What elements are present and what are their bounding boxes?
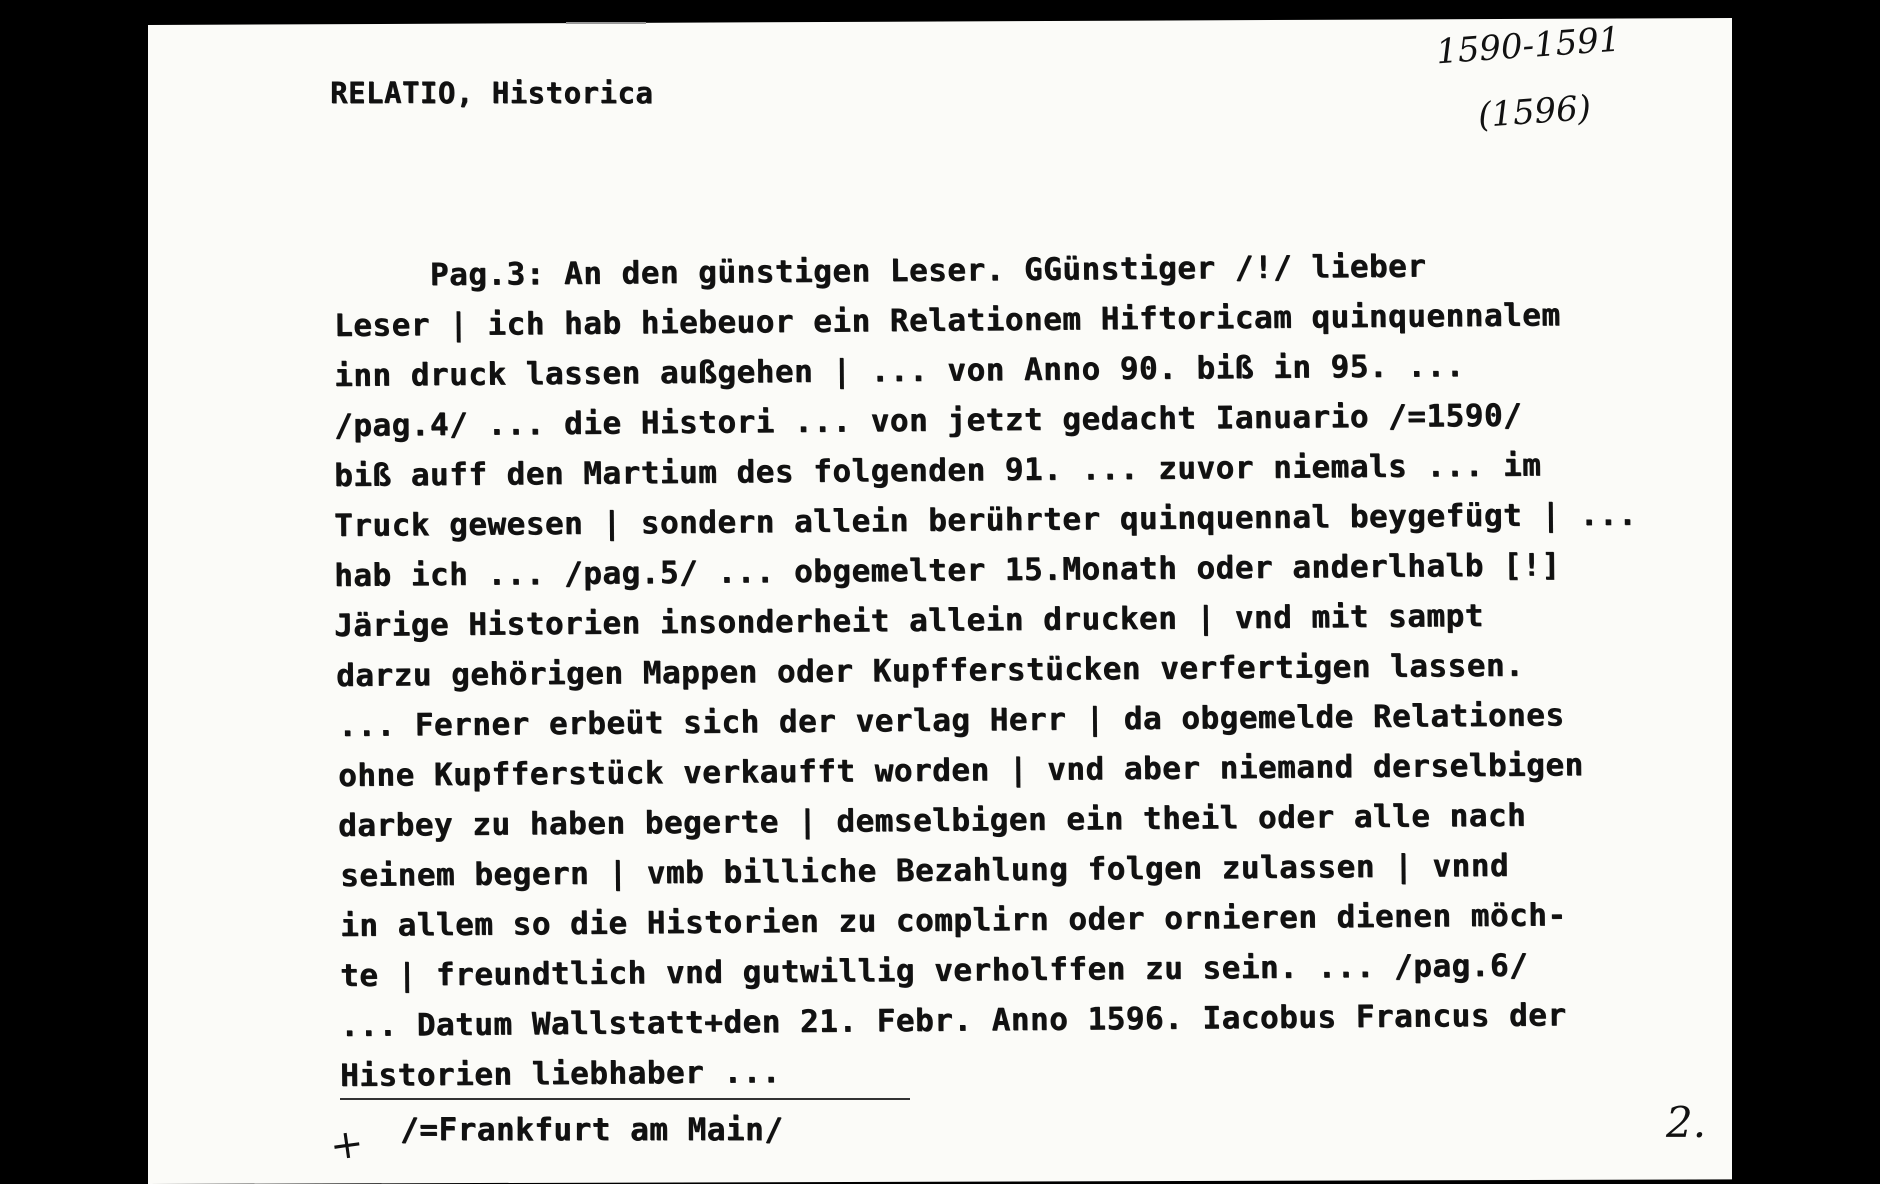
text-line: te | freundtlich vnd gutwillig verholffen zu sein. ... /pag.6/ bbox=[339, 947, 1529, 994]
text-line: ohne Kupfferstück verkaufft worden | vnd aber niemand derselbigen bbox=[337, 747, 1584, 794]
text-line: seinem begern | vmb billiche Bezahlung folgen zulassen | vnnd bbox=[339, 847, 1510, 894]
text-line: in allem so die Historien zu complirn oder ornieren dienen möch- bbox=[339, 897, 1567, 944]
handwritten-date-range: 1590-1591 bbox=[1434, 19, 1622, 73]
text-line: ... Datum Wallstatt+den 21. Febr. Anno 1596. Iacobus Francus der bbox=[339, 997, 1567, 1044]
card-number: 2. bbox=[1666, 1098, 1707, 1147]
handwritten-print-year: (1596) bbox=[1476, 88, 1593, 136]
text-line: biß auff den Martium des folgenden 91. ... zuvor niemals ... im bbox=[333, 447, 1542, 494]
footnote-text: /=Frankfurt am Main/ bbox=[400, 1112, 784, 1148]
text-line: darzu gehörigen Mappen oder Kupfferstücken verfertigen lassen. bbox=[335, 647, 1525, 694]
footnote-mark: + bbox=[326, 1119, 367, 1171]
text-line: Truck gewesen | sondern allein berührter quinquennal beygefügt | ... bbox=[333, 496, 1638, 544]
text-line: Järige Historien insonderheit allein drucken | vnd mit sampt bbox=[333, 597, 1484, 644]
text-line: ... Ferner erbeüt sich der verlag Herr | da obgemelde Relationes bbox=[337, 697, 1565, 744]
text-line: hab ich ... /pag.5/ ... obgemelter 15.Monath oder anderlhalb [!] bbox=[333, 547, 1561, 594]
text-line: /pag.4/ ... die Histori ... von jetzt gedacht Ianuario /=1590/ bbox=[333, 397, 1523, 444]
card-heading: RELATIO, Historica bbox=[330, 76, 654, 110]
footnote-divider bbox=[340, 1098, 910, 1100]
text-line: Pag.3: An den günstigen Leser. GGünstiger /!/ lieber bbox=[333, 248, 1427, 294]
scan-speck bbox=[566, 22, 646, 24]
text-line: darbey zu haben begerte | demselbigen ein theil oder alle nach bbox=[337, 797, 1527, 844]
text-line: Leser | ich hab hiebeuor ein Relationem Hiftoricam quinquennalem bbox=[333, 297, 1561, 344]
text-line: inn druck lassen außgehen | ... von Anno 90. biß in 95. ... bbox=[333, 348, 1465, 394]
text-line: Historien liebhaber ... bbox=[339, 1054, 781, 1094]
